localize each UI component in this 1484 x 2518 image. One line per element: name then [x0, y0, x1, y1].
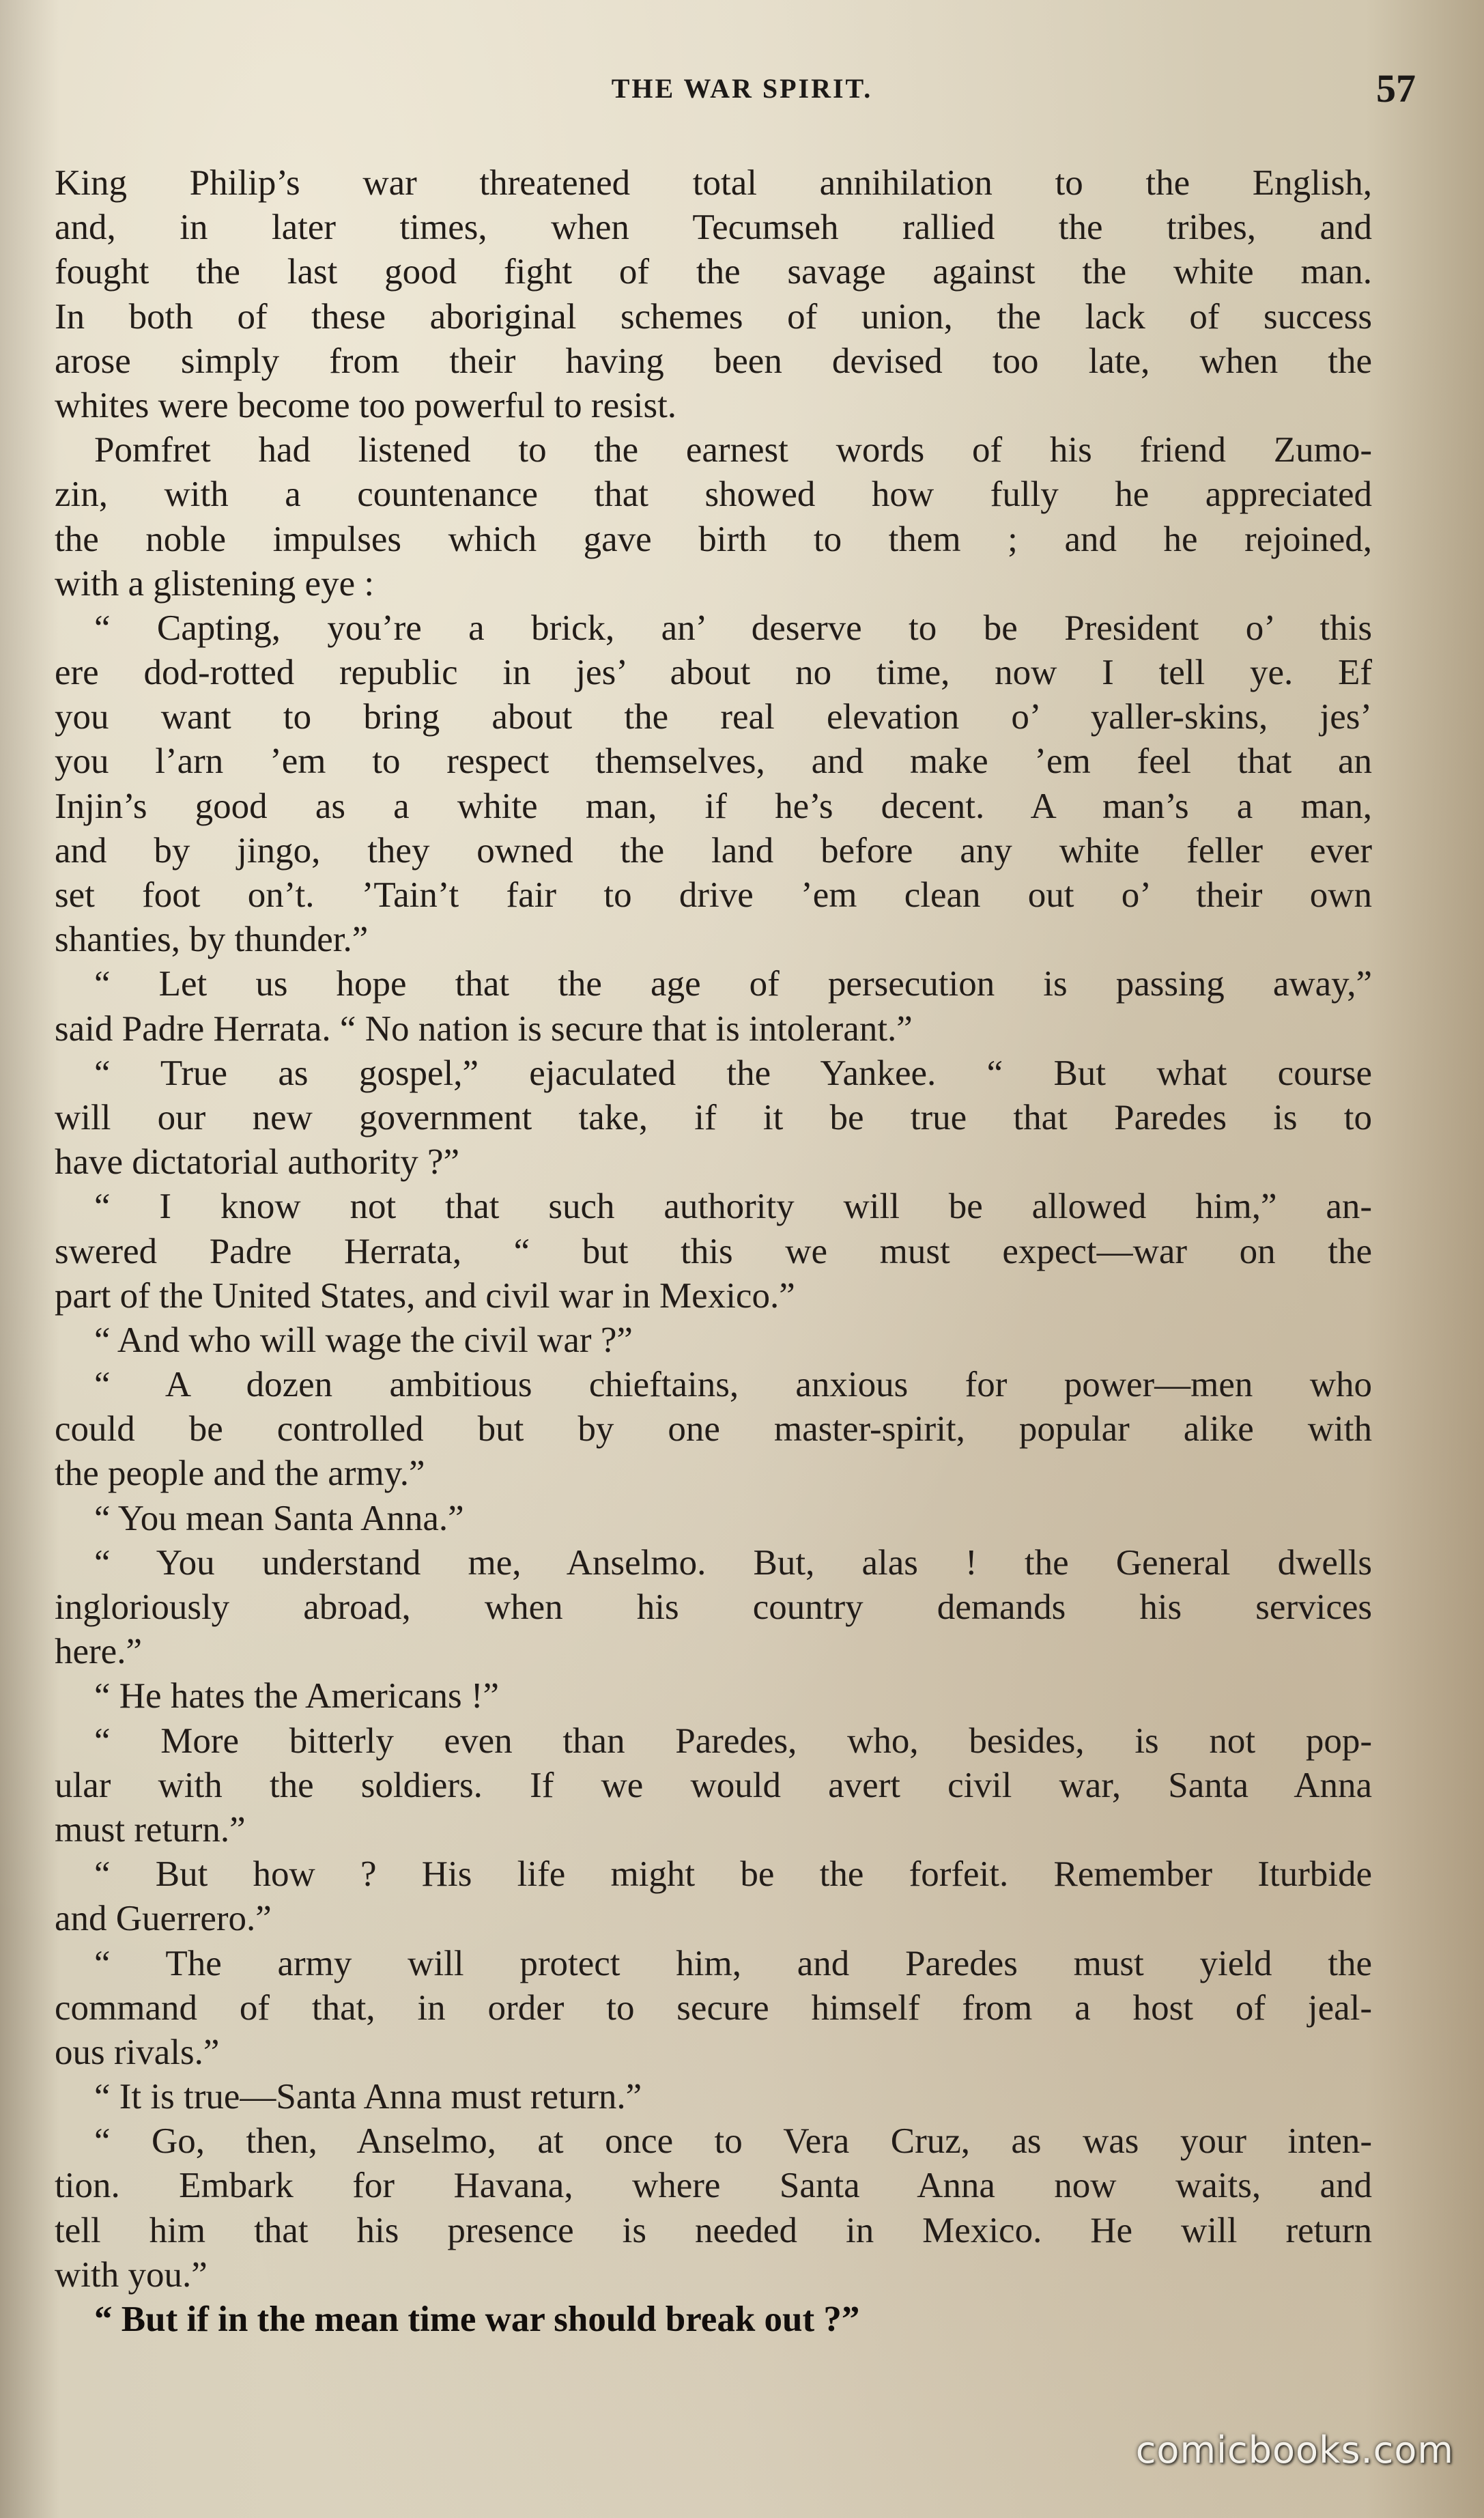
text-line: “ But if in the mean time war should break out ?”	[94, 2300, 860, 2339]
text-line: swered Padre Herrata, “ but this we must expect—war on the	[55, 1231, 1372, 1271]
text-line: with you.”	[55, 2254, 208, 2295]
text-line: “ Capting, you’re a brick, an’ deserve to be President o’ this	[94, 608, 1372, 648]
text-line: ingloriously abroad, when his country demands his services	[55, 1587, 1372, 1627]
text-line: “ But how ? His life might be the forfeit. Remember Iturbide	[94, 1854, 1372, 1895]
text-line: “ It is true—Santa Anna must return.”	[94, 2077, 642, 2117]
text-line: must return.”	[55, 1809, 246, 1850]
text-line: “ And who will wage the civil war ?”	[94, 1320, 633, 1360]
text-line: tell him that his presence is needed in Mexico. He will return	[55, 2210, 1372, 2250]
text-line: ular with the soldiers. If we would avert civil war, Santa Anna	[55, 1765, 1372, 1805]
text-line: you want to bring about the real elevation o’ yaller-skins, jes’	[55, 697, 1372, 737]
text-line: with a glistening eye :	[55, 563, 375, 604]
running-title: THE WAR SPIRIT.	[611, 73, 873, 104]
text-line: “ You understand me, Anselmo. But, alas ! the General dwells	[94, 1542, 1372, 1583]
text-line: and Guerrero.”	[55, 1899, 272, 1939]
text-line: “ He hates the Americans !”	[94, 1676, 500, 1716]
text-line: In both of these aboriginal schemes of union, the lack of success	[55, 296, 1372, 337]
watermark: comicbooks.com	[1135, 2429, 1454, 2472]
text-line: zin, with a countenance that showed how fully he appreciated	[55, 475, 1372, 515]
text-line: said Padre Herrata. “ No nation is secure that is intolerant.”	[55, 1008, 913, 1049]
text-line: the noble impulses which gave birth to them ; and he rejoined,	[55, 519, 1372, 559]
text-line: fought the last good fight of the savage against the white man.	[55, 252, 1372, 292]
text-line: “ Let us hope that the age of persecution is passing away,”	[94, 964, 1372, 1004]
text-line: arose simply from their having been devised too late, when the	[55, 341, 1372, 381]
text-line: King Philip’s war threatened total annihilation to the English,	[55, 163, 1372, 203]
text-line: “ A dozen ambitious chieftains, anxious for power—men who	[94, 1365, 1372, 1405]
text-line: could be controlled but by one master-spirit, popular alike with	[55, 1409, 1372, 1449]
text-line: “ More bitterly even than Paredes, who, besides, is not pop-	[94, 1721, 1372, 1761]
text-line: Injin’s good as a white man, if he’s decent. A man’s a man,	[55, 786, 1372, 826]
text-line: have dictatorial authority ?”	[55, 1142, 460, 1183]
page-number: 57	[1376, 66, 1416, 111]
text-line: Pomfret had listened to the earnest words of his friend Zumo-	[94, 430, 1372, 470]
text-line: the people and the army.”	[55, 1454, 425, 1494]
text-line: and by jingo, they owned the land before any white feller ever	[55, 830, 1372, 871]
page-header	[55, 66, 1429, 113]
text-line: will our new government take, if it be true that Paredes is to	[55, 1097, 1372, 1137]
text-line: “ You mean Santa Anna.”	[94, 1498, 464, 1538]
text-line: “ I know not that such authority will be allowed him,” an-	[94, 1187, 1372, 1227]
text-line: “ Go, then, Anselmo, at once to Vera Cruz, as was your inten-	[94, 2121, 1372, 2162]
text-line: “ The army will protect him, and Paredes must yield the	[94, 1943, 1372, 1983]
text-line: command of that, in order to secure himself from a host of jeal-	[55, 1987, 1372, 2028]
text-line: here.”	[55, 1632, 142, 1672]
text-line: whites were become too powerful to resist.	[55, 385, 677, 425]
text-line: part of the United States, and civil war in Mexico.”	[55, 1275, 795, 1316]
text-line: and, in later times, when Tecumseh rallied the tribes, and	[55, 208, 1372, 248]
text-line: shanties, by thunder.”	[55, 920, 369, 960]
text-line: ere dod-rotted republic in jes’ about no time, now I tell ye. Ef	[55, 653, 1372, 693]
text-line: you l’arn ’em to respect themselves, and make ’em feel that an	[55, 741, 1372, 782]
text-line: “ True as gospel,” ejaculated the Yankee. “ But what course	[94, 1053, 1372, 1093]
text-line: set foot on’t. ’Tain’t fair to drive ’em clean out o’ their own	[55, 875, 1372, 915]
body-text	[55, 161, 1372, 2342]
text-line: ous rivals.”	[55, 2032, 220, 2072]
text-line: tion. Embark for Havana, where Santa Anna now waits, and	[55, 2166, 1372, 2206]
